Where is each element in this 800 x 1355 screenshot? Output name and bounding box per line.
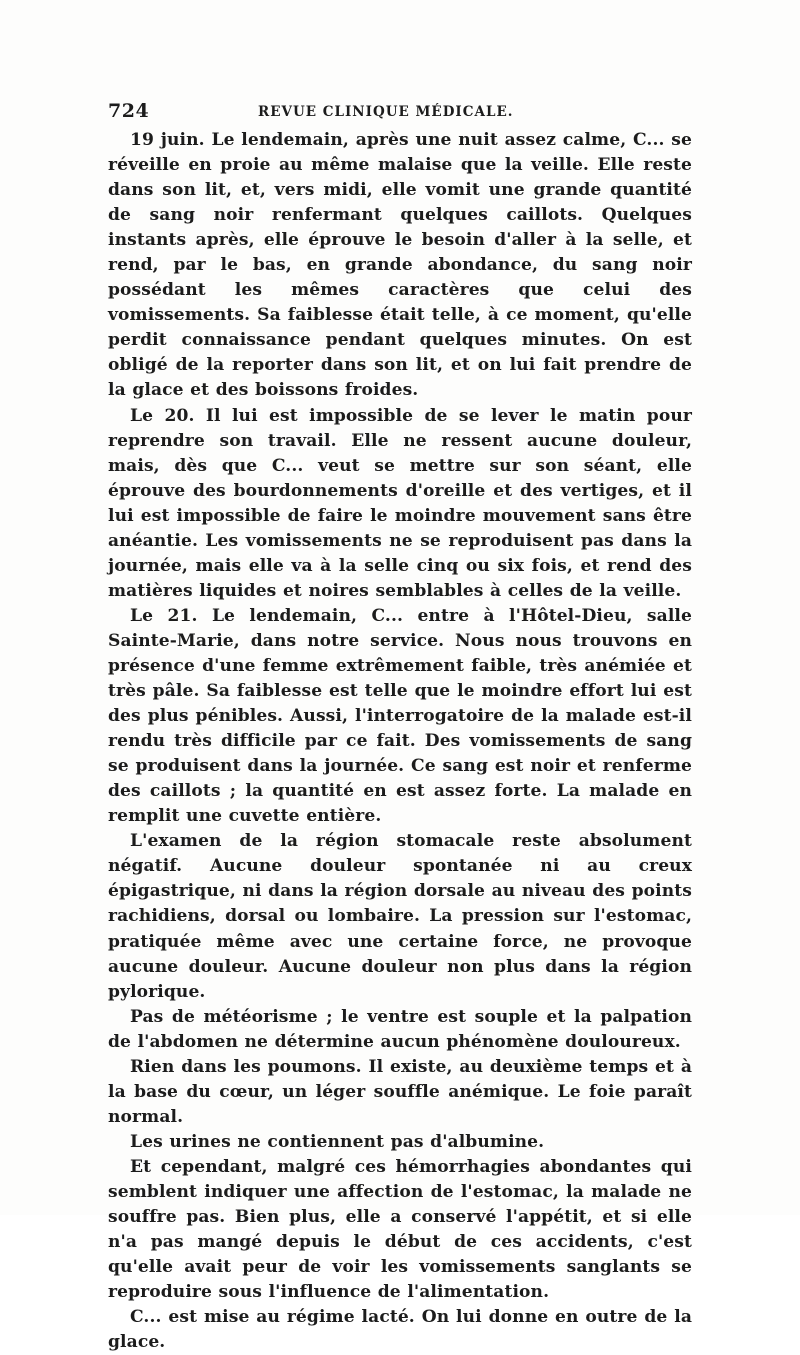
paragraph-examen-stomacal: L'examen de la région stomacale reste absolument négatif. Aucune douleur spontanée ni au creux épigastrique, ni dans la région dorsale au niveau des points rachidiens, dorsal ou lombaire. La pression sur l'estomac, pratiquée même avec une certaine force, ne provoque aucune douleur. Aucune douleur non plus dans la région pylorique.: [108, 831, 692, 1002]
paragraph-et-cependant: Et cependant, malgré ces hémorrhagies abondantes qui semblent indiquer une affection de l'estomac, la malade ne souffre pas. Bien plus, elle a conservé l'appétit, et si elle n'a pas mangé depuis le début de ces accidents, c'est qu'elle avait peur de voir les vomissements sanglants se reproduire sous l'influence de l'alimentation.: [108, 1156, 692, 1303]
body-text: [108, 128, 692, 1355]
page-header: [108, 100, 688, 124]
paragraph-regime-lacte: C... est mise au régime lacté. On lui donne en outre de la glace.: [108, 1307, 692, 1353]
page-number: 724: [108, 100, 150, 122]
running-head: REVUE CLINIQUE MÉDICALE.: [258, 104, 514, 120]
paragraph-19-juin: 19 juin. Le lendemain, après une nuit assez calme, C... se réveille en proie au même malaise que la veille. Elle reste dans son lit, et, vers midi, elle vomit une grande quantité de sang noir renfermant quelques caillots. Quelques instants après, elle éprouve le besoin d'aller à la selle, et rend, par le bas, en grande abondance, du sang noir possédant les mêmes caractères que celui des vomissements. Sa faiblesse était telle, à ce moment, qu'elle perdit connaissance pendant quelques minutes. On est obligé de la reporter dans son lit, et on lui fait prendre de la glace et des boissons froides.: [108, 130, 692, 401]
paragraph-poumons: Rien dans les poumons. Il existe, au deuxième temps et à la base du cœur, un léger souffle anémique. Le foie paraît normal.: [108, 1056, 692, 1127]
paragraph-meteorisme: Pas de météorisme ; le ventre est souple et la palpation de l'abdomen ne détermine aucun phénomène douloureux.: [108, 1006, 692, 1052]
paragraph-le-20: Le 20. Il lui est impossible de se lever le matin pour reprendre son travail. Elle ne ressent aucune douleur, mais, dès que C... veut se mettre sur son séant, elle éprouve des bourdonnements d'oreille et des vertiges, et il lui est impossible de faire le moindre mouvement sans être anéantie. Les vomissements ne se reproduisent pas dans la journée, mais elle va à la selle cinq ou six fois, et rend des matières liquides et noires semblables à celles de la veille.: [108, 405, 692, 601]
paragraph-le-21: Le 21. Le lendemain, C... entre à l'Hôtel-Dieu, salle Sainte-Marie, dans notre service. Nous nous trouvons en présence d'une femme extrêmement faible, très anémiée et très pâle. Sa faiblesse est telle que le moindre effort lui est des plus pénibles. Aussi, l'interrogatoire de la malade est-il rendu très difficile par ce fait. Des vomissements de sang se produisent dans la journée. Ce sang est noir et renferme des caillots ; la quantité en est assez forte. La malade en remplit une cuvette entière.: [108, 605, 692, 827]
paragraph-urines: Les urines ne contiennent pas d'albumine.: [130, 1131, 545, 1152]
